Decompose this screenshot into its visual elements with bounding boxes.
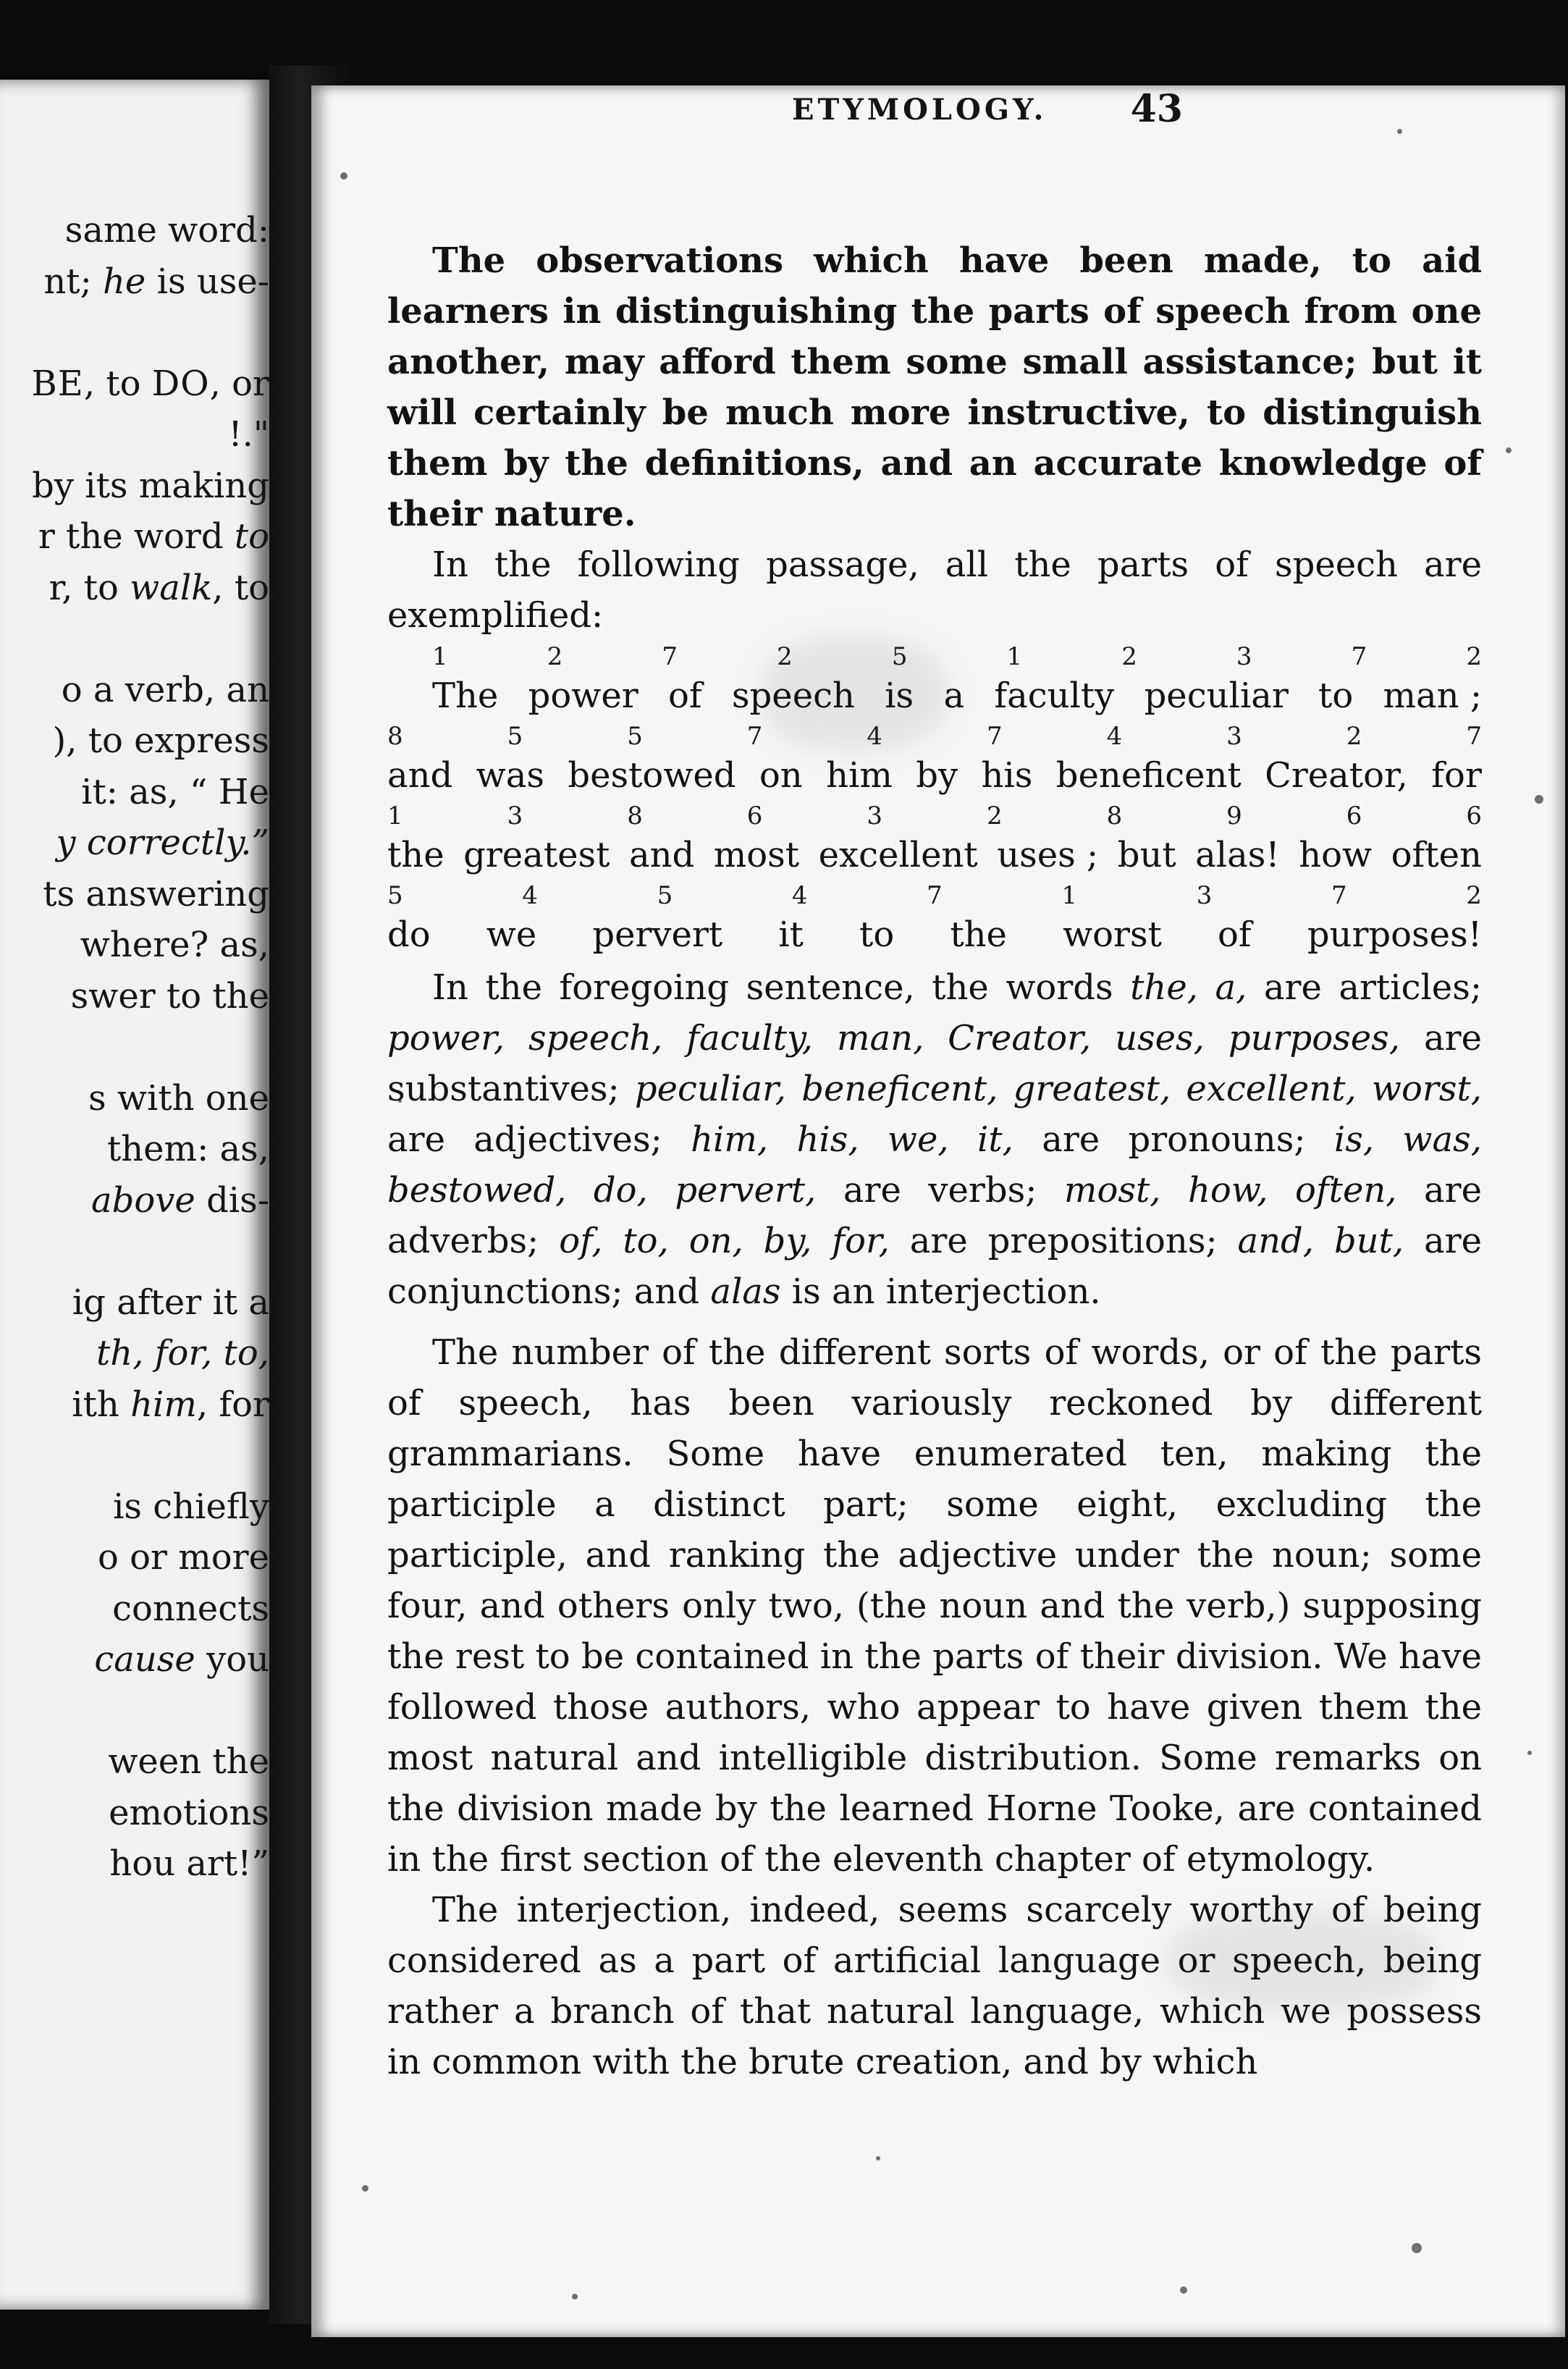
italic-text: y correctly.” <box>56 822 269 863</box>
text-run: s with one <box>88 1077 269 1119</box>
left-page-line <box>32 362 269 405</box>
example-word: beneficent <box>1055 755 1242 796</box>
text-run: ween the <box>108 1741 269 1782</box>
part-of-speech-number: 5 <box>507 722 523 751</box>
text-run: emotions <box>109 1792 269 1833</box>
paper-speck <box>362 2185 368 2192</box>
left-page-line <box>98 1536 269 1579</box>
text-run: hou art!” <box>109 1843 269 1884</box>
part-of-speech-number: 7 <box>1466 722 1482 751</box>
example-word: him <box>826 755 893 796</box>
text-run: nt; <box>43 261 103 302</box>
text-run: The number of the different sorts of words, or of the parts of speech, has been variously reckoned by different grammarians. Some have enumerated ten, making the participle a distinct part; some eight, excluding the participle, and ranking the adjective under the noun; some four, and others only two, (the noun and the verb,) supposing the rest to be contained in the parts of their division. We have followed those authors, who appear to have given them the most natural and intelligible distribution. Some remarks on the division made by the learned Horne Tooke, are contained in the first section of the eleventh chapter of etymology. <box>387 1332 1482 1880</box>
example-word: of <box>667 676 702 716</box>
example-word: The <box>432 676 499 716</box>
example-word: for <box>1431 755 1482 796</box>
running-title: ETYMOLOGY. <box>792 93 1048 127</box>
text-run: is use- <box>146 261 269 302</box>
example-word: bestowed <box>568 755 736 796</box>
text-run: are substantives; <box>387 1018 1482 1109</box>
part-of-speech-number: 2 <box>986 801 1003 830</box>
part-of-speech-number: 2 <box>777 642 793 671</box>
paragraph <box>387 539 1482 641</box>
left-page-line <box>65 209 269 252</box>
left-page-line <box>43 872 269 916</box>
text-run: them: as, <box>106 1129 269 1169</box>
part-of-speech-number: 2 <box>547 642 563 671</box>
italic-text: walk <box>130 567 213 608</box>
paper-speck <box>1535 795 1543 804</box>
italic-text: th, for, to, <box>96 1333 269 1373</box>
example-word: is <box>885 676 914 716</box>
part-of-speech-number: 3 <box>1226 722 1242 751</box>
italic-text: above <box>91 1179 195 1221</box>
text-run: are articles; <box>1247 967 1483 1008</box>
italic-text: power, speech, faculty, man, Creator, uses, purposes, <box>387 1018 1401 1059</box>
example-word: to <box>1318 676 1354 716</box>
part-of-speech-number: 7 <box>927 881 943 910</box>
part-of-speech-number: 5 <box>891 642 908 671</box>
text-run: connects <box>112 1588 269 1629</box>
example-word: and <box>628 835 695 875</box>
italic-text: him, his, we, it, <box>691 1119 1013 1160</box>
paragraphs-after-example <box>387 962 1482 2087</box>
part-of-speech-number: 8 <box>1106 801 1123 830</box>
example-words <box>387 670 1482 722</box>
example-word: peculiar <box>1144 676 1289 716</box>
text-run: are adjectives; <box>387 1119 691 1160</box>
left-page-line <box>38 515 269 558</box>
part-of-speech-number: 7 <box>1351 642 1367 671</box>
left-page-line <box>96 1331 269 1375</box>
part-of-speech-number: 2 <box>1121 642 1137 671</box>
running-head <box>481 87 1183 136</box>
part-of-speech-number: 2 <box>1466 642 1482 671</box>
example-word: worst <box>1063 914 1162 955</box>
italic-text: of, to, on, by, for, <box>559 1221 890 1261</box>
example-line <box>387 644 1482 722</box>
text-run: r, to <box>49 567 130 608</box>
part-of-speech-number: 1 <box>1061 881 1078 910</box>
example-passage <box>387 644 1482 961</box>
text-run: are prepositions; <box>889 1221 1238 1261</box>
example-word: faculty <box>994 676 1115 716</box>
part-of-speech-number: 7 <box>986 722 1003 751</box>
left-page-line <box>228 413 269 456</box>
part-of-speech-number: 5 <box>387 881 403 910</box>
example-word: most <box>713 835 800 875</box>
left-page-line <box>109 1791 269 1835</box>
part-of-speech-number: 3 <box>867 801 883 830</box>
paragraph <box>387 1885 1482 2087</box>
part-of-speech-number: 2 <box>1346 722 1362 751</box>
part-of-speech-number: 4 <box>522 881 538 910</box>
part-of-speech-number: 6 <box>1346 801 1362 830</box>
example-word: to <box>859 914 895 955</box>
paper-speck <box>876 2156 880 2160</box>
text-run: The observations which have been made, to aid learners in distinguishing the parts of speech from one another, may afford them some small assistance; but it will certainly be much more instructive, to distinguish them by the definitions, and an accurate knowledge of their nature. <box>387 240 1482 534</box>
paper-speck <box>1412 2243 1422 2253</box>
text-run: !." <box>228 414 269 455</box>
text-run: ), to express <box>52 720 269 761</box>
left-page-line <box>72 1383 269 1426</box>
left-page-line <box>94 1638 269 1681</box>
paragraph <box>387 1327 1482 1885</box>
example-words <box>387 909 1482 961</box>
paragraph <box>387 235 1482 539</box>
text-run: by its making <box>32 465 269 506</box>
part-of-speech-number: 6 <box>1466 801 1482 830</box>
example-word: on <box>759 755 803 796</box>
example-words <box>387 749 1482 801</box>
text-run: ig after it a <box>72 1282 269 1323</box>
part-of-speech-numbers <box>387 723 1482 749</box>
part-of-speech-number: 5 <box>627 722 643 751</box>
part-of-speech-number: 6 <box>746 801 763 830</box>
part-of-speech-number: 8 <box>387 722 403 751</box>
example-word: by <box>916 755 958 796</box>
left-page-line <box>80 923 269 967</box>
example-word: we <box>486 914 537 955</box>
text-run: are verbs; <box>816 1170 1064 1211</box>
example-word: a <box>943 676 965 716</box>
part-of-speech-number: 8 <box>627 801 643 830</box>
example-word: Creator, <box>1265 755 1408 796</box>
left-page-line <box>107 1127 269 1171</box>
part-of-speech-number: 7 <box>746 722 763 751</box>
italic-text: alas <box>710 1271 781 1312</box>
italic-text: to <box>234 516 269 557</box>
italic-text: peculiar, beneficent, greatest, excellent, worst, <box>634 1069 1482 1109</box>
left-page-line <box>88 1077 269 1120</box>
paper-speck <box>340 172 347 180</box>
example-word: do <box>387 914 431 955</box>
paragraph <box>387 962 1482 1317</box>
example-word: man ; <box>1383 676 1482 716</box>
example-word: power <box>528 676 638 716</box>
example-word: the <box>950 914 1007 955</box>
text-run: The interjection, indeed, seems scarcely worthy of being considered as a part of artificial language or speech, being rather a branch of that natural language, which we possess in common with the brute creation, and by which <box>387 1890 1482 2082</box>
text-run: you <box>195 1639 269 1680</box>
paper-speck <box>1397 129 1402 134</box>
paper-speck <box>1180 2286 1187 2294</box>
text-run: swer to the <box>70 975 269 1017</box>
text-run: are adverbs; <box>387 1170 1483 1261</box>
example-line <box>387 803 1482 881</box>
part-of-speech-number: 4 <box>791 881 808 910</box>
part-of-speech-number: 4 <box>867 722 883 751</box>
paper-speck <box>572 2294 578 2299</box>
text-run: it: as, “ He <box>81 771 269 812</box>
left-page-line <box>81 770 269 814</box>
part-of-speech-number: 1 <box>432 642 448 671</box>
left-page-line <box>56 821 269 864</box>
part-of-speech-number: 1 <box>387 801 403 830</box>
part-of-speech-number: 3 <box>1196 881 1213 910</box>
example-line <box>387 723 1482 801</box>
example-line <box>387 883 1482 961</box>
example-word: and <box>387 755 453 796</box>
example-word: excellent <box>818 835 978 875</box>
left-page-line <box>49 566 269 610</box>
text-run: o a verb, an <box>61 669 269 710</box>
example-words <box>387 829 1482 881</box>
left-page-line <box>112 1587 269 1630</box>
main-text <box>387 235 1482 2087</box>
italic-text: is, was, bestowed, do, pervert, <box>387 1119 1483 1211</box>
part-of-speech-number: 3 <box>507 801 523 830</box>
small-caps-text: BE <box>31 363 84 404</box>
left-facing-page <box>0 80 269 2310</box>
part-of-speech-number: 4 <box>1106 722 1123 751</box>
example-word: pervert <box>592 914 723 955</box>
text-run: are pronouns; <box>1013 1119 1334 1160</box>
example-word: speech <box>731 676 855 716</box>
left-page-line <box>71 975 269 1018</box>
italic-text: and, but, <box>1237 1221 1404 1261</box>
example-word: but <box>1117 835 1176 875</box>
part-of-speech-number: 7 <box>662 642 678 671</box>
text-run: , to <box>212 567 269 608</box>
part-of-speech-numbers <box>387 644 1482 670</box>
example-word: purposes! <box>1307 914 1482 955</box>
text-run: , or <box>209 363 269 404</box>
left-page-line <box>62 668 269 712</box>
text-run: In the foregoing sentence, the words <box>432 967 1131 1008</box>
italic-text: he <box>103 261 146 302</box>
paper-speck <box>1527 1751 1532 1755</box>
part-of-speech-number: 7 <box>1331 881 1347 910</box>
small-caps-text: DO <box>151 363 210 404</box>
page-number: 43 <box>1130 87 1183 131</box>
example-word: of <box>1218 914 1252 955</box>
left-page-line <box>113 1485 269 1528</box>
part-of-speech-number: 9 <box>1226 801 1242 830</box>
text-run: ith <box>72 1384 131 1425</box>
text-run: where? as, <box>80 925 269 965</box>
left-page-line <box>108 1740 269 1783</box>
part-of-speech-numbers <box>387 883 1482 909</box>
left-page-line <box>109 1842 269 1885</box>
italic-text: most, how, often, <box>1063 1170 1397 1211</box>
part-of-speech-numbers <box>387 803 1482 829</box>
italic-text: the, a, <box>1130 967 1247 1008</box>
text-run: dis- <box>195 1179 269 1221</box>
text-run: is an interjection. <box>780 1271 1101 1312</box>
text-run: same word: <box>64 210 269 251</box>
text-run: o or more <box>97 1537 269 1578</box>
text-run: ts answering <box>43 873 269 914</box>
part-of-speech-number: 2 <box>1466 881 1482 910</box>
example-word: was <box>476 755 544 796</box>
example-word: it <box>778 914 804 955</box>
text-run: , to <box>83 363 152 404</box>
left-page-line <box>91 1179 269 1222</box>
text-run: r the word <box>38 516 235 557</box>
paper-speck <box>1506 447 1512 453</box>
left-page-line <box>32 464 269 508</box>
example-word: how <box>1299 835 1373 875</box>
text-run: , for <box>196 1384 269 1425</box>
italic-text: cause <box>94 1639 195 1680</box>
text-run: is chiefly <box>113 1486 269 1527</box>
text-run: In the following passage, all the parts of speech are exemplified: <box>387 544 1482 636</box>
part-of-speech-number: 1 <box>1006 642 1023 671</box>
example-word: greatest <box>463 835 610 875</box>
left-page-line <box>52 719 269 762</box>
example-word: his <box>981 755 1033 796</box>
example-word: the <box>387 835 444 875</box>
left-page-line <box>72 1281 269 1324</box>
italic-text: him <box>130 1384 197 1425</box>
text-run: are conjunctions; and <box>387 1221 1483 1312</box>
example-word: uses ; <box>997 835 1099 875</box>
example-word: alas! <box>1195 835 1280 875</box>
left-page-line <box>43 260 269 303</box>
part-of-speech-number: 5 <box>657 881 673 910</box>
example-word: often <box>1391 835 1482 875</box>
part-of-speech-number: 3 <box>1236 642 1252 671</box>
paragraphs-before-example <box>387 235 1482 641</box>
